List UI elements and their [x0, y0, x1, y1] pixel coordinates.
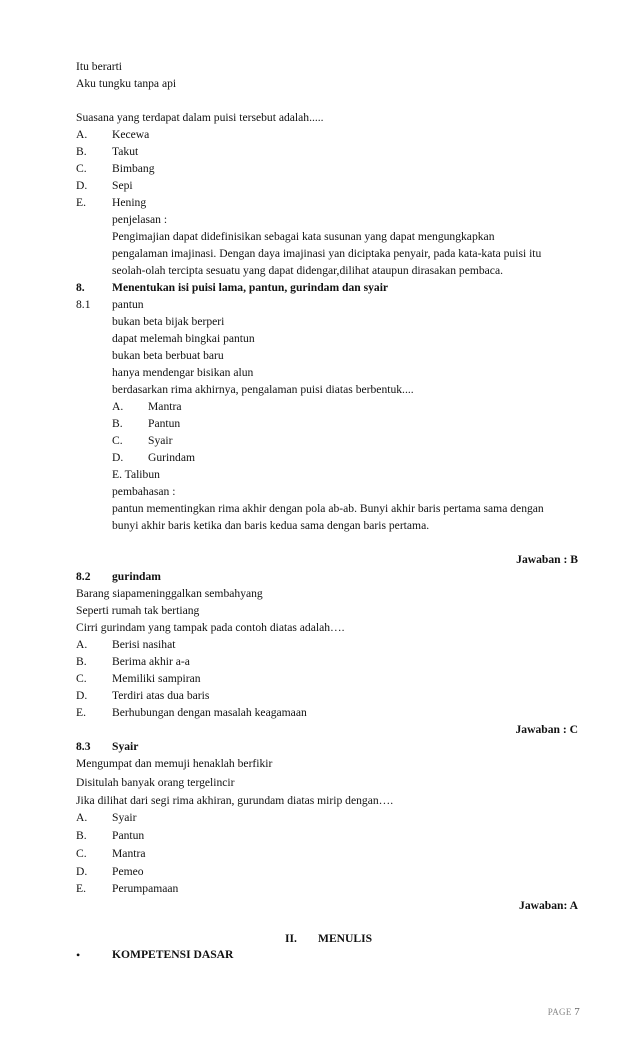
explanation-heading: pembahasan :: [112, 485, 176, 498]
poem-line: dapat melemah bingkai pantun: [112, 332, 255, 345]
option-label: A.: [112, 400, 124, 413]
subsection-title: gurindam: [112, 570, 161, 583]
question-text: Jika dilihat dari segi rima akhiran, gurundam diatas mirip dengan….: [76, 794, 394, 807]
option-text: Sepi: [112, 179, 133, 192]
option-text: Syair: [148, 434, 173, 447]
explanation-line: pantun mementingkan rima akhir dengan pola ab-ab. Bunyi akhir baris pertama sama dengan: [112, 502, 544, 515]
option-label: B.: [76, 829, 87, 842]
option-label: E.: [76, 196, 86, 209]
option-text: Pemeo: [112, 865, 144, 878]
option-text: Pantun: [112, 829, 145, 842]
explanation-line: pengalaman imajinasi. Dengan daya imajinasi yan diciptaka penyair, pada kata-kata puisi itu: [112, 247, 542, 260]
option-label: A.: [76, 128, 88, 141]
option-label: D.: [76, 179, 88, 192]
page-footer: [548, 1006, 580, 1018]
subsection-number: 8.1: [76, 298, 91, 311]
option-label: E.: [76, 882, 86, 895]
option-text: Takut: [112, 145, 139, 158]
option-label: D.: [76, 865, 88, 878]
option-text: Gurindam: [148, 451, 196, 464]
option-label: C.: [76, 672, 87, 685]
option-label: E.: [76, 706, 86, 719]
option-label: A.: [76, 811, 88, 824]
option-text: Bimbang: [112, 162, 155, 175]
poem-line: Mengumpat dan memuji henaklah berfikir: [76, 757, 273, 770]
section-number: II.: [285, 932, 297, 945]
option-text: Pantun: [148, 417, 181, 430]
question-text: Suasana yang terdapat dalam puisi tersebut adalah.....: [76, 111, 324, 124]
option-label: D.: [76, 689, 88, 702]
poem-line: bukan beta bijak berperi: [112, 315, 225, 328]
subsection-number: 8.3: [76, 740, 91, 753]
page-number: 7: [574, 1006, 580, 1018]
option-label: B.: [76, 145, 87, 158]
section-title: MENULIS: [318, 932, 373, 945]
option-text: Berhubungan dengan masalah keagamaan: [112, 706, 307, 719]
option-text: Terdiri atas dua baris: [112, 689, 210, 702]
option-text: Mantra: [148, 400, 182, 413]
option-text: Berima akhir a-a: [112, 655, 190, 668]
bullet-icon: •: [76, 948, 81, 962]
section-number: 8.: [76, 281, 85, 294]
option-text: Kecewa: [112, 128, 150, 141]
poem-line: pantun: [112, 298, 144, 311]
option-label: C.: [76, 162, 87, 175]
subsection-number: 8.2: [76, 570, 91, 583]
subsection-title: Syair: [112, 740, 139, 753]
answer-key: Jawaban : B: [516, 553, 578, 566]
option-text: E. Talibun: [112, 468, 160, 481]
option-label: B.: [76, 655, 87, 668]
explanation-heading: penjelasan :: [112, 213, 168, 226]
explanation-line: seolah-olah tercipta sesuatu yang dapat didengar,dilihat ataupun dirasakan pembaca.: [112, 264, 503, 277]
option-text: Berisi nasihat: [112, 638, 176, 651]
answer-key: Jawaban : C: [515, 723, 578, 736]
option-text: Memiliki sampiran: [112, 672, 201, 685]
explanation-line: bunyi akhir baris ketika dan baris kedua sama dengan baris pertama.: [112, 519, 430, 532]
poem-line: bukan beta berbuat baru: [112, 349, 224, 362]
option-label: C.: [112, 434, 123, 447]
answer-key: Jawaban: A: [519, 899, 578, 912]
option-text: Mantra: [112, 847, 146, 860]
question-text: Cirri gurindam yang tampak pada contoh diatas adalah….: [76, 621, 345, 634]
section-title: Menentukan isi puisi lama, pantun, gurindam dan syair: [112, 281, 389, 294]
option-label: A.: [76, 638, 88, 651]
question-text: berdasarkan rima akhirnya, pengalaman puisi diatas berbentuk....: [112, 383, 414, 396]
intro-line: Aku tungku tanpa api: [76, 77, 177, 90]
poem-line: Barang siapameninggalkan sembahyang: [76, 587, 263, 600]
option-label: B.: [112, 417, 123, 430]
option-label: C.: [76, 847, 87, 860]
poem-line: hanya mendengar bisikan alun: [112, 366, 254, 379]
option-label: D.: [112, 451, 124, 464]
intro-line: Itu berarti: [76, 60, 123, 73]
poem-line: Seperti rumah tak bertiang: [76, 604, 200, 617]
page-label: PAGE: [547, 1007, 572, 1017]
option-text: Syair: [112, 811, 137, 824]
explanation-line: Pengimajian dapat didefinisikan sebagai kata susunan yang dapat mengungkapkan: [112, 230, 495, 243]
option-text: Perumpamaan: [112, 882, 179, 895]
option-text: Hening: [112, 196, 147, 209]
heading: KOMPETENSI DASAR: [112, 948, 234, 961]
poem-line: Disitulah banyak orang tergelincir: [76, 776, 235, 789]
